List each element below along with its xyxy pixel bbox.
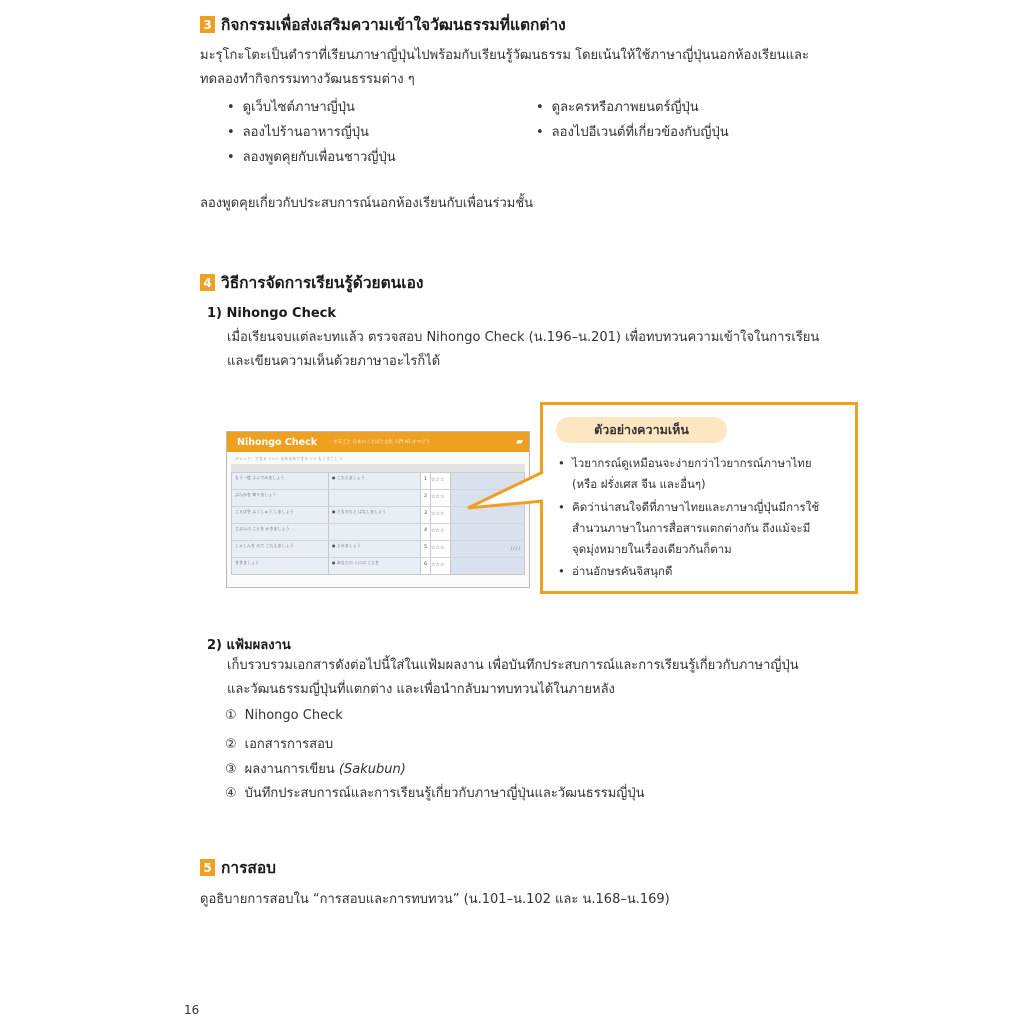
portfolio-item: ④ บันทึกประสบการณ์และการเรียนรู้เกี่ยวกับภาษาญี่ปุ่นและวัฒนธรรมญี่ปุ่น (225, 786, 645, 801)
portfolio-heading: 2) แฟ้มผลงาน (207, 638, 291, 653)
section-number-badge: 3 (200, 16, 215, 33)
section-title: กิจกรรมเพื่อส่งเสริมความเข้าใจวัฒนธรรมที่แตกต่าง (221, 16, 566, 34)
activity-bullet: • ดูละครหรือภาพยนตร์ญี่ปุ่น (536, 96, 699, 117)
portfolio-item: ① Nihongo Check (225, 708, 343, 723)
section-3-heading (200, 12, 566, 37)
table-row: ことばを ふくしゅう しましょう ● ともだちと はなしましょう 3 ☆☆☆ (232, 507, 524, 524)
table-row: ききましょう ● あなたの くにの ことを 6 ☆☆☆ (232, 558, 524, 574)
section-3-closing: ลองพูดคุยเกี่ยวกับประสบการณ์นอกห้องเรียนกับเพื่อนร่วมชั้น (200, 196, 534, 211)
thumbnail-title: Nihongo Check (237, 436, 318, 448)
thumbnail-table-header (231, 464, 525, 473)
thumbnail-subtitle: まるごと 日本のことばと文化 入門 A1 かつどう (333, 440, 431, 445)
portfolio-item: ③ ผลงานการเขียน (Sakubun) (225, 762, 406, 777)
section-3-intro-line-1: มะรุโกะโตะเป็นตำราที่เรียนภาษาญี่ปุ่นไปพร้อมกับเรียนรู้วัฒนธรรม โดยเน้นให้ใช้ภาษาญี่ปุ่นนอกห้องเรียนและ (200, 48, 809, 63)
comment-marks: / / / / (450, 541, 524, 557)
portfolio-line-1: เก็บรวบรวมเอกสารดังต่อไปนี้ใส่ในแฟ้มผลงาน เพื่อบันทึกประสบการณ์และการเรียนรู้เกี่ยวกับภาษาญี่ปุ่น (227, 658, 799, 673)
book-icon: ▰ (516, 437, 523, 447)
table-row: もう一度 よんでみましょう ● こたえましょう 1 ☆☆☆ (232, 473, 524, 490)
nihongo-check-line-2: และเขียนความเห็นด้วยภาษาอะไรก็ได้ (227, 354, 441, 369)
portfolio-item: ② เอกสารการสอบ (225, 737, 334, 752)
page-number: 16 (184, 1003, 200, 1017)
section-title: การสอบ (221, 859, 277, 877)
section-title: วิธีการจัดการเรียนรู้ด้วยตนเอง (221, 274, 424, 292)
portfolio-line-2: และวัฒนธรรมญี่ปุ่นที่แตกต่าง และเพื่อนำกลับมาทบทวนได้ในภายหลัง (227, 682, 615, 697)
table-row: しゃしんを みて こたえましょう ● よみましょう 5 ☆☆☆ / / / / (232, 541, 524, 558)
activity-bullet: • ลองไปร้านอาหารญี่ปุ่น (227, 121, 369, 142)
section-5-heading (200, 855, 276, 880)
exam-description: ดูอธิบายการสอบใน “การสอบและการทบทวน” (น.101–น.102 และ น.168–น.169) (200, 892, 670, 907)
nihongo-check-heading: 1) Nihongo Check (207, 306, 337, 321)
thumbnail-note: チェック：できる ☆☆☆ まあまあできる ☆☆ もうすこし ☆ (235, 456, 343, 461)
table-row: ぶんかを 知りましょう 2 ☆☆☆ (232, 490, 524, 507)
activity-bullet: • ดูเว็บไซต์ภาษาญี่ปุ่น (227, 96, 355, 117)
activity-bullet: • ลองพูดคุยกับเพื่อนชาวญี่ปุ่น (227, 146, 396, 167)
table-row: じぶんの ことを かきましょう 4 ☆☆☆ (232, 524, 524, 541)
nihongo-check-thumbnail (226, 431, 530, 588)
section-3-intro-line-2: ทดลองทำกิจกรรมทางวัฒนธรรมต่าง ๆ (200, 72, 415, 87)
section-number-badge: 5 (200, 859, 215, 876)
section-number-badge: 4 (200, 274, 215, 291)
thumbnail-table (231, 473, 525, 575)
example-comments-label: ตัวอย่างความเห็น (556, 417, 727, 443)
section-4-heading (200, 270, 423, 295)
activity-bullet: • ลองไปอีเวนต์ที่เกี่ยวข้องกับญี่ปุ่น (536, 121, 729, 142)
nihongo-check-line-1: เมื่อเรียนจบแต่ละบทแล้ว ตรวจสอบ Nihongo Check (น.196–น.201) เพื่อทบทวนความเข้าใจในการเรียน (227, 330, 820, 345)
thumbnail-header-bar (227, 432, 529, 452)
